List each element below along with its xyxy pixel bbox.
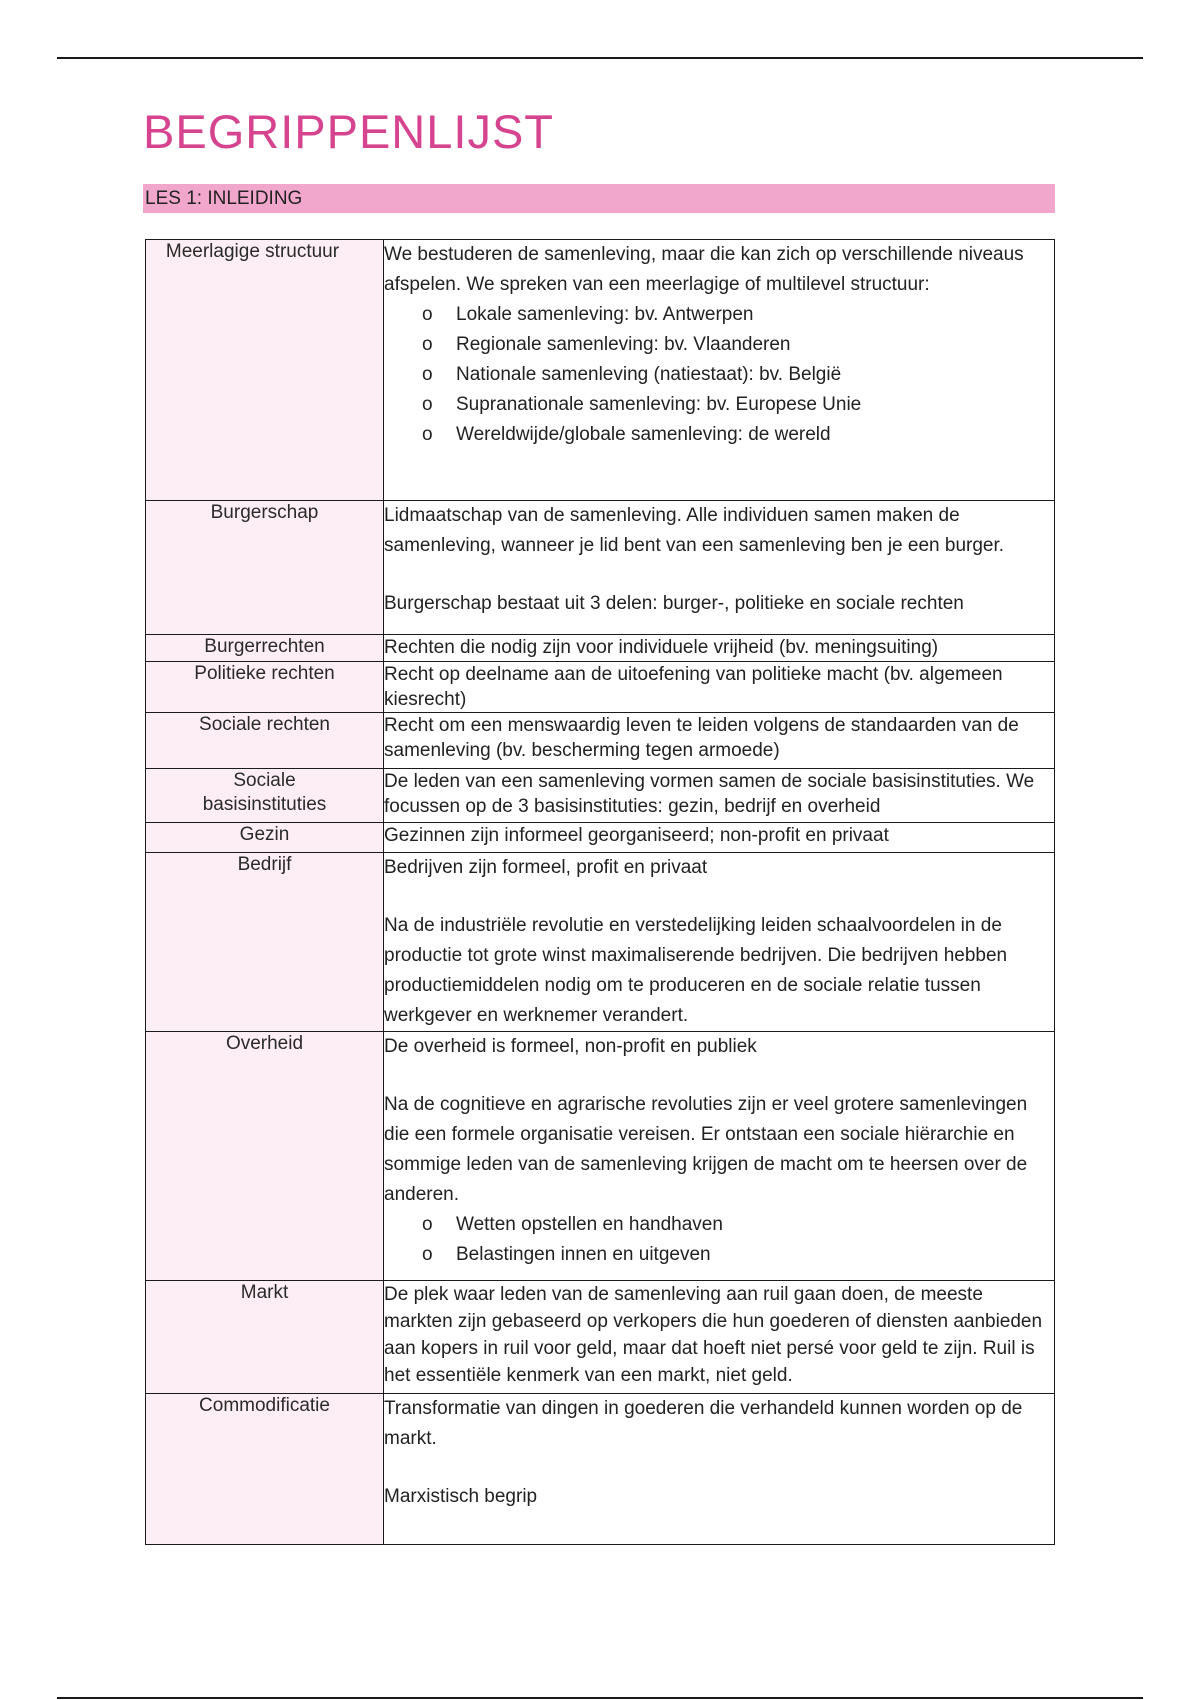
definition-cell: [384, 1394, 1055, 1545]
table-row: [146, 1281, 1055, 1394]
term-cell: [146, 823, 384, 853]
term-label: Sociale basisinstituties: [202, 770, 327, 815]
definition-cell: [384, 240, 1055, 501]
table-row: [146, 713, 1055, 769]
definition-text: Recht om een menswaardig leven te leiden volgens de standaarden van de samenleving (bv. bescherming tegen armoede): [384, 715, 1019, 761]
list-item: o Nationale samenleving (natiestaat): bv. België: [422, 360, 1054, 390]
definition-text: Transformatie van dingen in goederen die verhandeld kunnen worden op de markt.: [384, 1398, 1023, 1449]
page-title: BEGRIPPENLIJST: [143, 105, 554, 158]
term-cell: [146, 713, 384, 769]
definition-text: Na de cognitieve en agrarische revoluties zijn er veel grotere samenlevingen die een formele organisatie vereisen. Er ontstaan een sociale hiërarchie en sommige leden van de samenleving krijgen de macht om te heersen over de anderen.: [384, 1094, 1028, 1205]
bullet-marker: o: [422, 364, 433, 385]
definition-text: De leden van een samenleving vormen samen de sociale basisinstituties. We focussen op de 3 basisinstituties: gezin, bedrijf en overheid: [384, 771, 1035, 817]
definition-cell: [384, 769, 1055, 823]
definition-text: Rechten die nodig zijn voor individuele vrijheid (bv. meningsuiting): [384, 637, 939, 658]
table-row: [146, 635, 1055, 662]
definition-cell: [384, 823, 1055, 853]
term-label: Commodificatie: [199, 1395, 330, 1416]
term-label: Bedrijf: [237, 854, 292, 875]
definition-text: Recht op deelname aan de uitoefening van politieke macht (bv. algemeen kiesrecht): [384, 664, 1003, 710]
term-cell: [146, 769, 384, 823]
term-label: Markt: [240, 1282, 289, 1303]
term-cell: [146, 635, 384, 662]
term-cell: [146, 1032, 384, 1281]
definition-text: Gezinnen zijn informeel georganiseerd; non-profit en privaat: [384, 825, 889, 846]
definition-text: We bestuderen de samenleving, maar die kan zich op verschillende niveaus afspelen. We spreken van een meerlagige of multilevel structuur:: [384, 244, 1024, 295]
term-label: Gezin: [239, 824, 290, 845]
table-row: [146, 1032, 1055, 1281]
bullet-marker: o: [422, 1244, 433, 1265]
glossary-table: [145, 239, 1055, 1545]
table-row: [146, 823, 1055, 853]
definition-cell: [384, 662, 1055, 713]
term-cell: [146, 240, 384, 501]
bullet-list: [384, 300, 1054, 450]
table-row: [146, 1394, 1055, 1545]
term-label: Overheid: [225, 1033, 304, 1054]
definition-cell: [384, 713, 1055, 769]
term-cell: [146, 501, 384, 635]
bullet-list: [384, 1210, 1054, 1270]
term-cell: [146, 1281, 384, 1394]
definition-text: Bedrijven zijn formeel, profit en privaat: [384, 857, 708, 878]
footer-rule: [57, 1697, 1143, 1699]
definition-text: Marxistisch begrip: [384, 1486, 538, 1507]
table-row: [146, 662, 1055, 713]
term-cell: [146, 853, 384, 1032]
list-item: o Lokale samenleving: bv. Antwerpen: [422, 300, 1054, 330]
term-label: Burgerschap: [210, 502, 319, 523]
definition-text: De plek waar leden van de samenleving aan ruil gaan doen, de meeste markten zijn gebaseerd op verkopers die hun goederen of diensten aanbieden aan kopers in ruil voor geld, maar dat hoeft niet persé voor geld te zijn. Ruil is het essentiële kenmerk van een markt, niet geld.: [384, 1284, 1043, 1386]
table-row: [146, 240, 1055, 501]
list-item: o Wetten opstellen en handhaven: [422, 1210, 1054, 1240]
term-label: Sociale rechten: [199, 714, 330, 735]
term-label: Burgerrechten: [204, 636, 325, 657]
bullet-marker: o: [422, 334, 433, 355]
header-rule: [57, 57, 1143, 59]
list-item: o Supranationale samenleving: bv. Europese Unie: [422, 390, 1054, 420]
table-row: [146, 853, 1055, 1032]
definition-cell: [384, 853, 1055, 1032]
definition-cell: [384, 501, 1055, 635]
bullet-marker: o: [422, 1214, 433, 1235]
term-label: Politieke rechten: [194, 663, 335, 684]
table-row: [146, 501, 1055, 635]
definition-text: Lidmaatschap van de samenleving. Alle individuen samen maken de samenleving, wanneer je lid bent van een samenleving ben je een burger.: [384, 505, 1005, 556]
list-item: o Wereldwijde/globale samenleving: de wereld: [422, 420, 1054, 450]
list-item: o Regionale samenleving: bv. Vlaanderen: [422, 330, 1054, 360]
term-cell: [146, 1394, 384, 1545]
definition-cell: [384, 1281, 1055, 1394]
bullet-marker: o: [422, 394, 433, 415]
list-item: o Belastingen innen en uitgeven: [422, 1240, 1054, 1270]
term-label: Meerlagige structuur: [165, 241, 340, 262]
definition-cell: [384, 635, 1055, 662]
bullet-marker: o: [422, 424, 433, 445]
bullet-marker: o: [422, 304, 433, 325]
definition-text: De overheid is formeel, non-profit en publiek: [384, 1036, 757, 1057]
definition-text: Na de industriële revolutie en verstedelijking leiden schaalvoordelen in de productie tot grote winst maximaliserende bedrijven. Die bedrijven hebben productiemiddelen nodig om te produceren en de sociale relatie tussen werkgever en werknemer verandert.: [384, 915, 1008, 1026]
term-cell: [146, 662, 384, 713]
definition-cell: [384, 1032, 1055, 1281]
table-row: [146, 769, 1055, 823]
definition-text: Burgerschap bestaat uit 3 delen: burger-, politieke en sociale rechten: [384, 593, 964, 614]
section-heading: LES 1: INLEIDING: [143, 184, 1055, 213]
